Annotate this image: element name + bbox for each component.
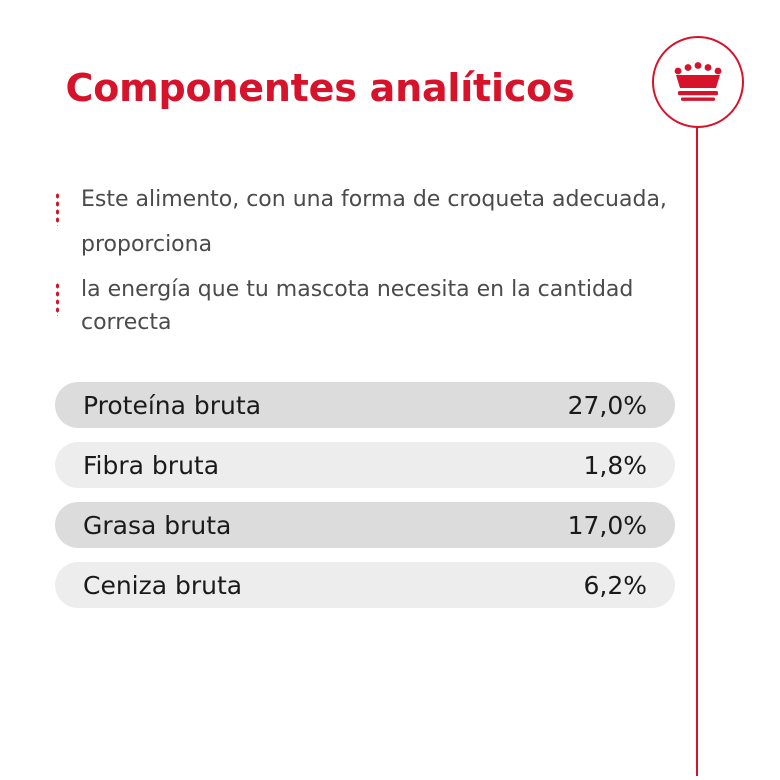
component-name: Grasa bruta bbox=[83, 510, 232, 540]
vertical-accent-line bbox=[696, 96, 698, 776]
component-name: Proteína bruta bbox=[83, 390, 262, 420]
table-row bbox=[55, 382, 675, 428]
intro-line-text: proporciona bbox=[81, 232, 213, 257]
component-value: 6,2% bbox=[583, 570, 647, 600]
intro-line-text: la energía que tu mascota necesita en la cantidad correcta bbox=[81, 277, 634, 335]
intro-line-text: Este alimento, con una forma de croqueta adecuada, bbox=[81, 187, 667, 212]
table-row bbox=[55, 502, 675, 548]
intro-block bbox=[55, 183, 695, 341]
intro-line bbox=[55, 228, 695, 271]
dotted-bullet-icon bbox=[55, 273, 81, 316]
intro-line bbox=[55, 273, 695, 339]
component-value: 1,8% bbox=[583, 450, 647, 480]
intro-line bbox=[55, 183, 695, 226]
table-row bbox=[55, 562, 675, 608]
component-value: 27,0% bbox=[567, 390, 647, 420]
component-value: 17,0% bbox=[567, 510, 647, 540]
analytical-components-table bbox=[55, 382, 675, 622]
table-row bbox=[55, 442, 675, 488]
component-name: Ceniza bruta bbox=[83, 570, 243, 600]
component-name: Fibra bruta bbox=[83, 450, 220, 480]
dotted-bullet-icon bbox=[55, 183, 81, 226]
page-title: Componentes analíticos bbox=[65, 66, 575, 110]
dotted-bullet-spacer-icon bbox=[55, 228, 81, 271]
royal-canin-crown-icon bbox=[652, 36, 744, 128]
